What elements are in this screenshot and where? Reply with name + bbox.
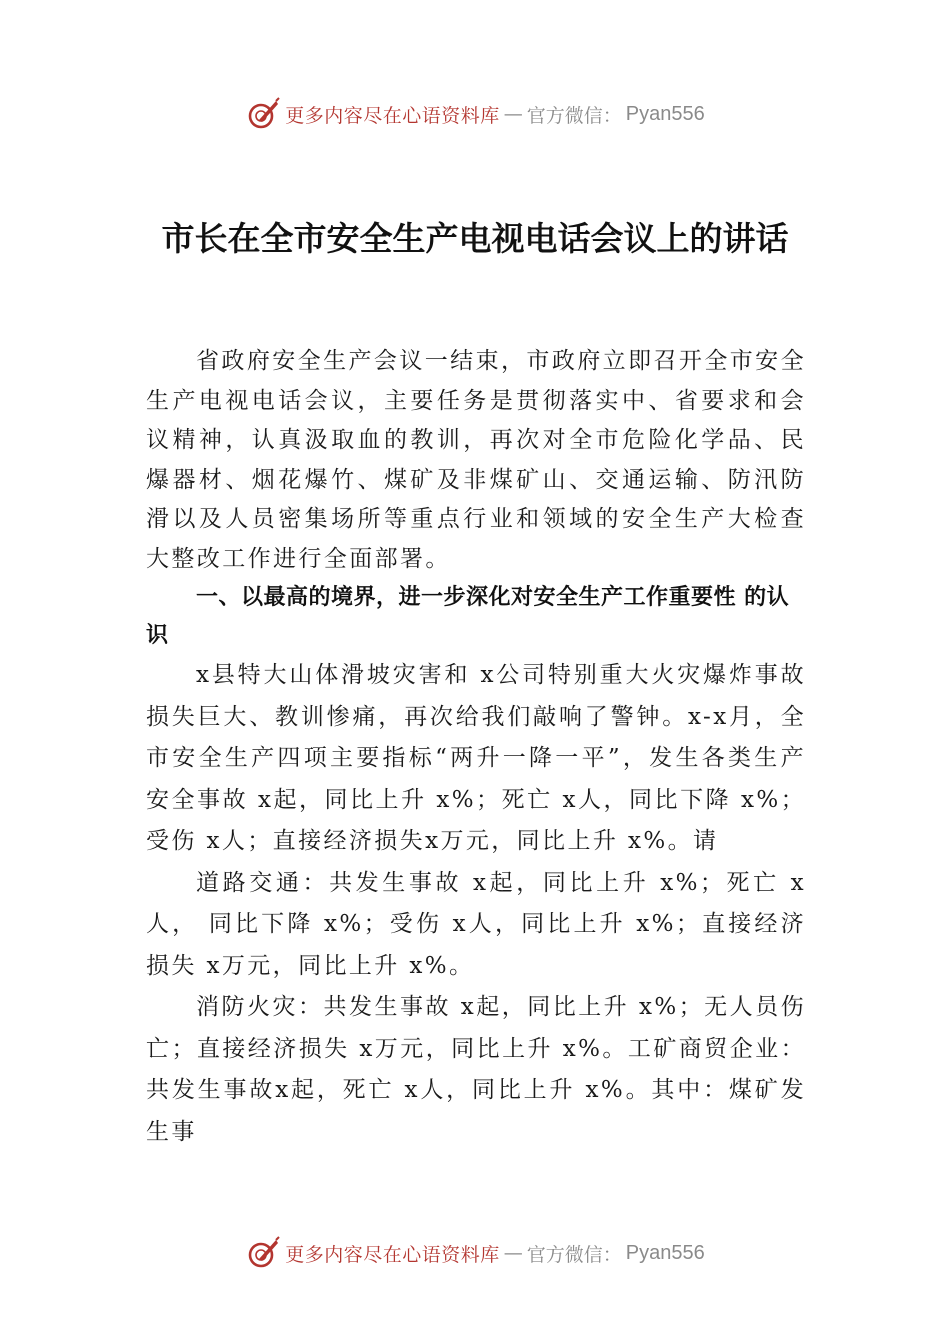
header-watermark xyxy=(0,94,950,134)
section-heading-1: 一、以最高的境界，进一步深化对安全生产工作重要性 的认识 xyxy=(146,585,790,648)
paragraph-fire: 消防火灾：共发生事故 x起，同比上升 x%；无人员伤亡；直接经济损失 x万元，同比上升 x%。工矿商贸企业：共发生事故x起，死亡 x人，同比上升 x%。其中：煤矿发生事 xyxy=(146,994,806,1145)
watermark-label: 官方微信： xyxy=(526,1243,622,1266)
paragraph-intro: 省政府安全生产会议一结束，市政府立即召开全市安全生产电视电话会议，主要任务是贯彻落实中、省要求和会议精神，认真汲取血的教训，再次对全市危险化学品、民爆器材、烟花爆竹、煤矿及非煤矿山、交通运输、防汛防滑以及人员密集场所等重点行业和领域的安全生产大检查大整改工作进行全面部署。 xyxy=(146,348,806,572)
watermark-dash: — xyxy=(503,103,523,125)
document-title: 市长在全市安全生产电视电话会议上的讲话 xyxy=(161,219,789,258)
watermark-account: Pyan556 xyxy=(625,102,705,125)
watermark-account: Pyan556 xyxy=(625,1241,705,1264)
quill-logo-icon xyxy=(245,1235,281,1271)
watermark-label: 官方微信： xyxy=(526,104,622,127)
paragraph-statistics: x县特大山体滑坡灾害和 x公司特别重大火灾爆炸事故损失巨大、教训惨痛，再次给我们敲响了警钟。x-x月，全市安全生产四项主要指标“两升一降一平”，发生各类生产安全事故 x起，同比上升 x%；死亡 x人，同比下降 x%；受伤 x人；直接经济损失x万元，同比上升 x%。请 xyxy=(146,662,806,854)
document-body xyxy=(146,342,806,1153)
footer-watermark xyxy=(0,1233,950,1273)
watermark-dash: — xyxy=(503,1242,523,1264)
paragraph-road-traffic: 道路交通：共发生事故 x起，同比上升 x%；死亡 x人， 同比下降 x%；受伤 x人，同比上升 x%；直接经济损失 x万元，同比上升 x%。 xyxy=(146,869,806,979)
watermark-main-text: 更多内容尽在心语资料库 xyxy=(285,1243,500,1266)
watermark-main-text: 更多内容尽在心语资料库 xyxy=(285,104,500,127)
quill-logo-icon xyxy=(245,96,281,132)
